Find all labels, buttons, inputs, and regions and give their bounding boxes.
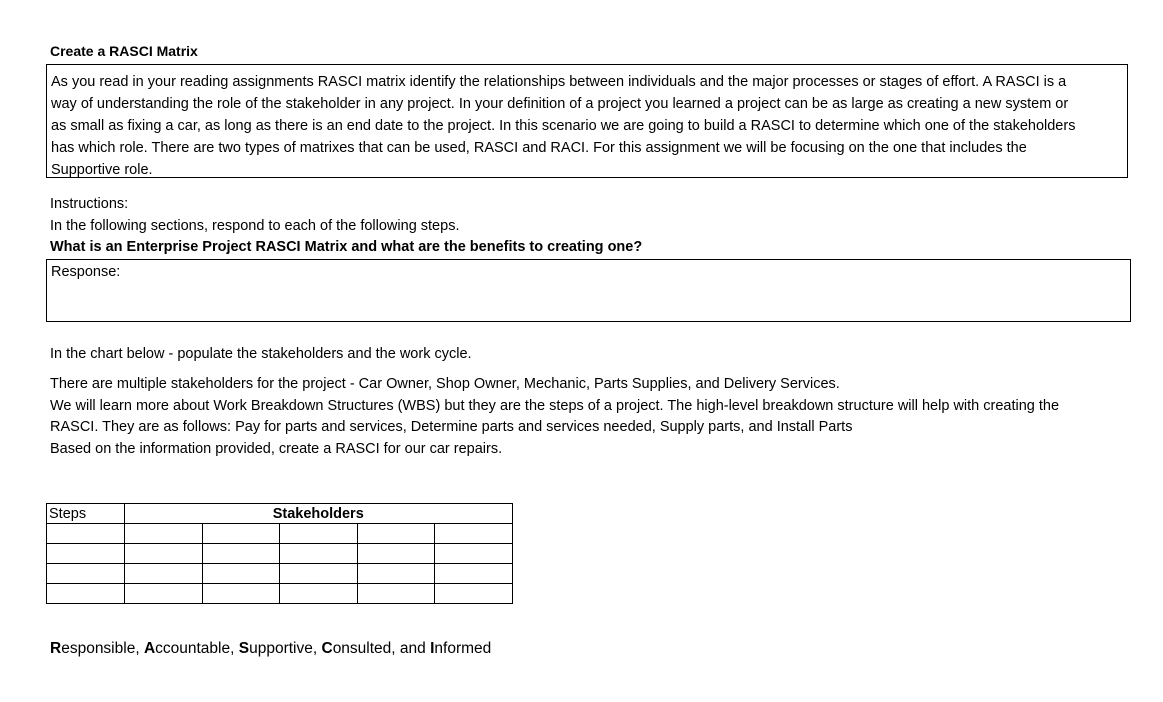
stakeholder-line: There are multiple stakeholders for the project - Car Owner, Shop Owner, Mechanic, Parts Supplies, and Delivery Services. [50,376,840,392]
table-cell[interactable] [357,544,435,564]
stakeholders-header: Stakeholders [125,504,513,524]
legend-item-informed: Informed [430,640,492,657]
table-row [47,584,513,604]
table-cell[interactable] [202,544,280,564]
legend-item-consulted: Consulted, and [321,640,431,657]
stakeholder-line: RASCI. They are as follows: Pay for parts and services, Determine parts and services needed, Supply parts, and Install Parts [50,419,853,435]
instructions-text: In the following sections, respond to each of the following steps. [50,218,460,234]
intro-box [46,64,1128,178]
intro-line: Supportive role. [51,162,153,178]
table-cell[interactable] [435,544,513,564]
stakeholder-line: Based on the information provided, create a RASCI for our car repairs. [50,440,503,457]
table-cell[interactable] [280,524,358,544]
table-row [47,544,513,564]
response-label: Response: [51,264,121,280]
table-cell[interactable] [280,584,358,604]
table-cell[interactable] [280,544,358,564]
table-cell[interactable] [357,584,435,604]
table-cell[interactable] [47,584,125,604]
table-cell[interactable] [125,564,203,584]
question-heading: What is an Enterprise Project RASCI Matrix and what are the benefits to creating one? [50,239,643,255]
steps-header: Steps [47,504,125,524]
table-cell[interactable] [125,584,203,604]
intro-line: As you read in your reading assignments RASCI matrix identify the relationships between individuals and the major processes or stages of effort. A RASCI is a [51,74,1067,90]
table-row [47,564,513,584]
table-cell[interactable] [47,564,125,584]
table-cell[interactable] [202,524,280,544]
table-cell[interactable] [47,524,125,544]
table-cell[interactable] [47,544,125,564]
table-cell[interactable] [125,544,203,564]
page-title: Create a RASCI Matrix [50,43,198,59]
rasci-legend [50,640,491,658]
table-cell[interactable] [435,584,513,604]
intro-line: has which role. There are two types of matrixes that can be used, RASCI and RACI. For this assignment we will be focusing on the one that includes the [51,140,1027,156]
response-field[interactable] [46,259,1131,322]
stakeholder-line: We will learn more about Work Breakdown Structures (WBS) but they are the steps of a project. The high-level breakdown structure will help with creating the [50,397,1060,414]
table-cell[interactable] [202,564,280,584]
legend-item-supportive: Supportive, [238,640,322,657]
stakeholder-paragraph [50,374,1059,460]
table-cell[interactable] [125,524,203,544]
chart-intro: In the chart below - populate the stakeholders and the work cycle. [50,346,472,362]
intro-line: way of understanding the role of the stakeholder in any project. In your definition of a project you learned a project can be as large as creating a new system or [51,96,1069,112]
table-row [47,524,513,544]
rasci-table [46,503,513,604]
intro-line: as small as fixing a car, as long as there is an end date to the project. In this scenario we are going to build a RASCI to determine which one of the stakeholders [51,118,1076,134]
legend-item-accountable: Accountable, [143,640,239,657]
table-cell[interactable] [280,564,358,584]
table-cell[interactable] [435,524,513,544]
legend-item-responsible: Responsible, [50,640,144,657]
table-cell[interactable] [357,564,435,584]
table-cell[interactable] [357,524,435,544]
table-header-row [47,504,513,524]
table-cell[interactable] [202,584,280,604]
instructions-label: Instructions: [50,196,129,212]
table-cell[interactable] [435,564,513,584]
